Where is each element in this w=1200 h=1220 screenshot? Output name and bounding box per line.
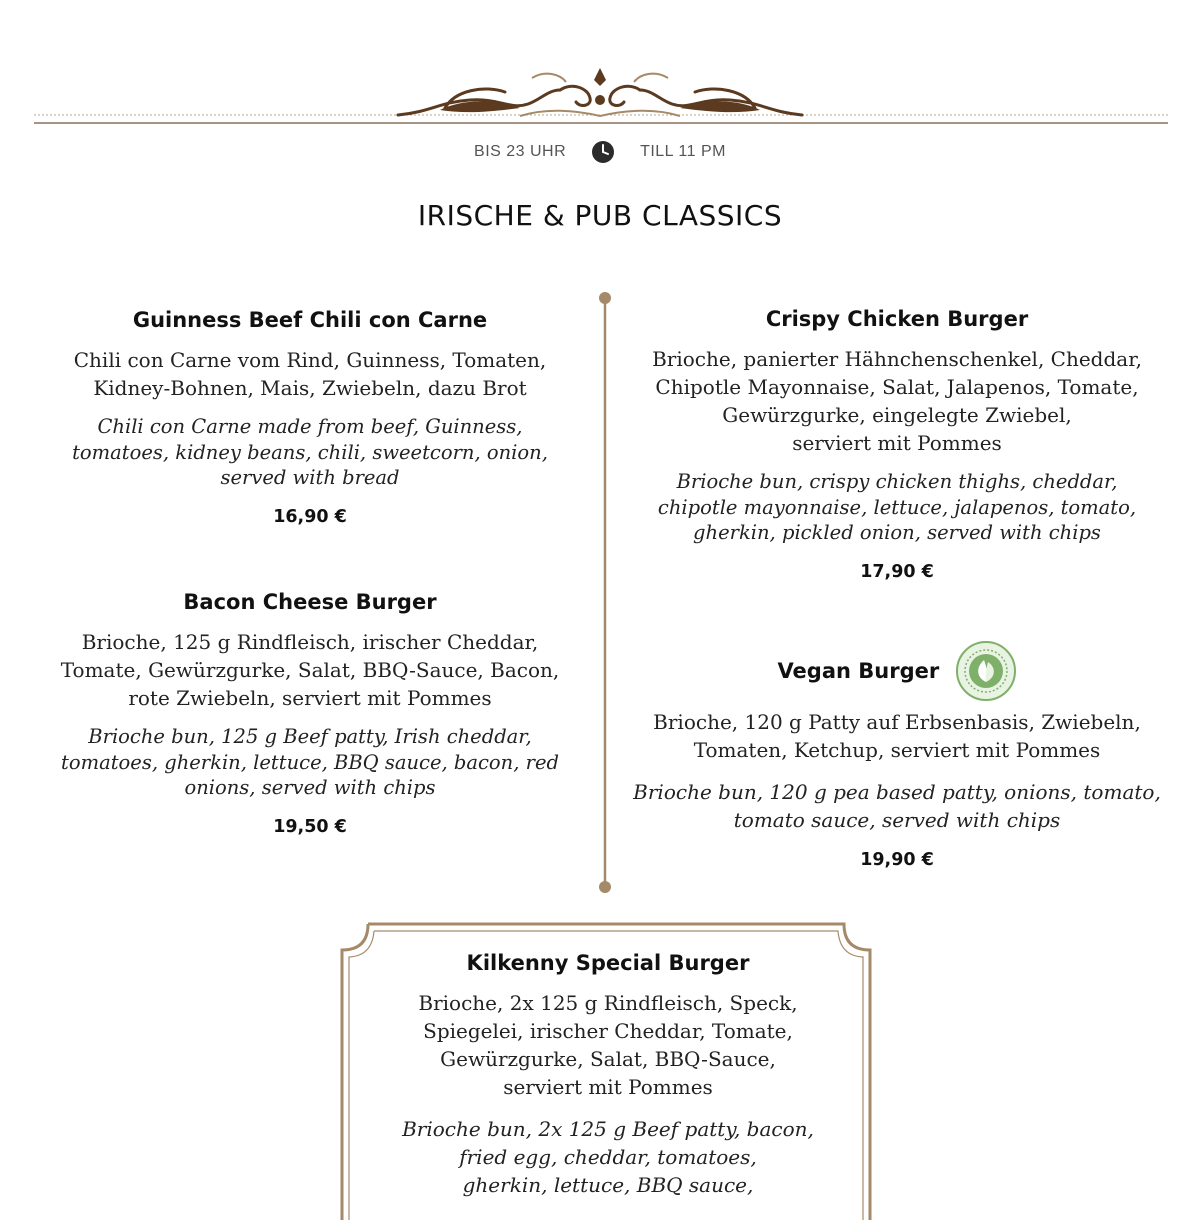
description-en: Brioche bun, 2x 125 g Beef patty, bacon, fried egg, cheddar, tomatoes, gherkin, lettuce, BBQ sauce, xyxy=(402,1117,814,1197)
dish-name: Kilkenny Special Burger xyxy=(466,951,750,975)
description-en: Chili con Carne made from beef, Guinness, tomatoes, kidney beans, chili, sweetcorn, onion, served with bread xyxy=(72,415,548,489)
menu-item-crispy-chicken-burger xyxy=(616,307,1178,582)
clock-icon xyxy=(591,140,615,164)
description-de: Brioche, 125 g Rindfleisch, irischer Cheddar, Tomate, Gewürzgurke, Salat, BBQ-Sauce, Bacon, rote Zwiebeln, serviert mit Pommes xyxy=(60,630,560,710)
description-en: Brioche bun, crispy chicken thighs, cheddar, chipotle mayonnaise, lettuce, jalapenos, tomato, gherkin, pickled onion, served with chips xyxy=(657,470,1137,544)
dish-price: 19,90 € xyxy=(860,850,934,870)
hours-en: TILL 11 PM xyxy=(640,143,726,160)
dish-price: 17,90 € xyxy=(860,561,934,582)
vegan-leaf-icon xyxy=(955,640,1017,702)
dish-name: Bacon Cheese Burger xyxy=(183,590,437,614)
description-de: Brioche, 2x 125 g Rindfleisch, Speck, Spiegelei, irischer Cheddar, Tomate, Gewürzgurke, Salat, BBQ-Sauce, serviert mit Pommes xyxy=(418,991,798,1099)
menu-item-chili xyxy=(30,308,590,527)
dish-heading xyxy=(616,640,1178,702)
menu-item-vegan-burger xyxy=(616,640,1178,870)
description-en: Brioche bun, 120 g pea based patty, onions, tomato, tomato sauce, served with chips xyxy=(633,780,1161,832)
column-divider xyxy=(596,290,614,895)
description-de: Brioche, 120 g Patty auf Erbsenbasis, Zwiebeln, Tomaten, Ketchup, serviert mit Pommes xyxy=(653,710,1141,762)
dish-price: 19,50 € xyxy=(273,816,347,837)
opening-hours xyxy=(0,140,1200,164)
menu-item-kilkenny-special-burger xyxy=(378,951,838,1199)
dish-price: 16,90 € xyxy=(273,506,347,527)
description-de: Brioche, panierter Hähnchenschenkel, Cheddar, Chipotle Mayonnaise, Salat, Jalapenos, Tomate, Gewürzgurke, eingelegte Zwiebel, serviert mit Pommes xyxy=(652,347,1142,455)
description-en: Brioche bun, 125 g Beef patty, Irish cheddar, tomatoes, gherkin, lettuce, BBQ sauce, bacon, red onions, served with chips xyxy=(61,725,559,799)
hours-de: BIS 23 UHR xyxy=(474,143,567,160)
dish-name: Guinness Beef Chili con Carne xyxy=(132,308,488,332)
section-title: IRISCHE & PUB CLASSICS xyxy=(417,199,783,232)
header-ornament xyxy=(0,60,1200,135)
description-de: Chili con Carne vom Rind, Guinness, Tomaten, Kidney-Bohnen, Mais, Zwiebeln, dazu Brot xyxy=(73,348,547,400)
menu-item-bacon-cheese-burger xyxy=(30,590,590,837)
dish-name: Crispy Chicken Burger xyxy=(765,307,1029,331)
dish-name: Vegan Burger xyxy=(777,659,940,683)
